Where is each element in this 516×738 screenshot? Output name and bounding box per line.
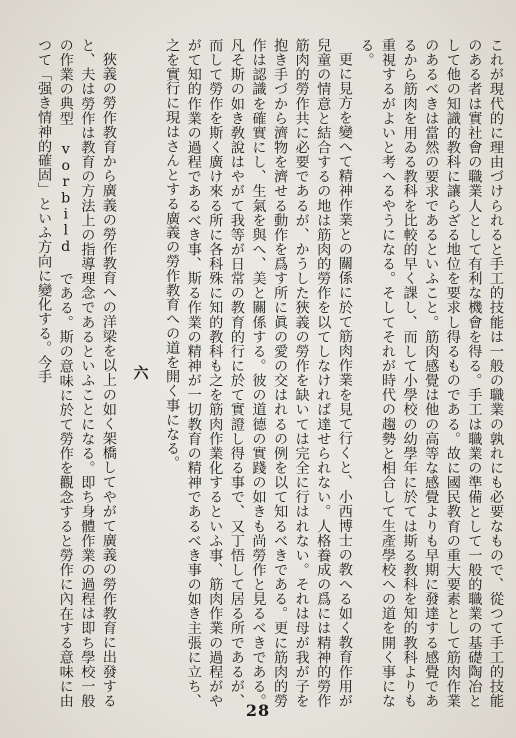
section-heading: 六 [131,365,150,381]
paragraph-3: 狹義の勞作教育から廣義の勞作教育への洋梁を以上の如く架橋してやがて廣義の勞作教育に出發すると、夫は勞作は教育の方法上の指導理念であるといふことになる。即ち身體作業の過程は即ち學校一般の作業の典型 vorbild である。斯の意味に於て勞作を觀念すると勞作に內在する意味に由つて「强き情神的確固」といふ方向に變化する。今手 [36,38,117,708]
body-text [8,38,506,708]
paragraph-2: 更に見方を變へて精神作業との關係に於て筋肉作業を見て行くと、小西博士の教へる如く教育作用が兒童の情意と結合するの地は筋肉的勞作を以てしなければ達せられない。人格養成の爲には精神的勞作筋肉的勞作共に必要であるが、かうした狹義の勞作を缺いては完全に行はれない。それは母が我が子を抱き手づから濟物を濟せる動作を爲す所に眞の愛の交はれるの例を以て知るべきである。更に筋肉的勞作は認識を確實にし、生氣を與へ、美と關係する。彼の道德の實踐の如きも尚勞作と見るべきである。凡そ斯の如き敎說はやがて我等が日常の教育的行に於て實證し得る事で、又丁悟して居る所であるが、而して勞作を斯く廣け來る所に各科殊に知的教科も之を筋肉作業化するといふ事、筋肉作業の過程がやがて知的作業の過程であるべき事、斯る作業の精神が一切教育の精神であるべき事の如き主張に立ち、之を實行に現はさんとする廣義の勞作教育への道を開く事になる。 [164,38,353,708]
paragraph-1: これが現代的に理由づけられると手工的技能は一般の職業の孰れにも必要なもので、從つて手工的技能のある者は實社會の職業人として有利な機會を得る。手工は職業の準備として一般的職業の基礎陶冶として他の知識的教科に讓らざる地位を要求し得るものである。故に國民教育の重大要素として筋肉作業のあるべきは當然の要求であるといふこと。筋肉感覺は他の高等な感覺よりも早期に發達する感覺であるから筋肉を用ゐる教科を比較的早く課し、而して小學校の幼學年に於ては斯る教科を知的教科よりも重視するがよいと考へるやうになる。そしてそれが時代の趨勢と相合して生產學校への道を開く事になる。 [358,38,504,708]
page-number: 28 [245,701,271,720]
